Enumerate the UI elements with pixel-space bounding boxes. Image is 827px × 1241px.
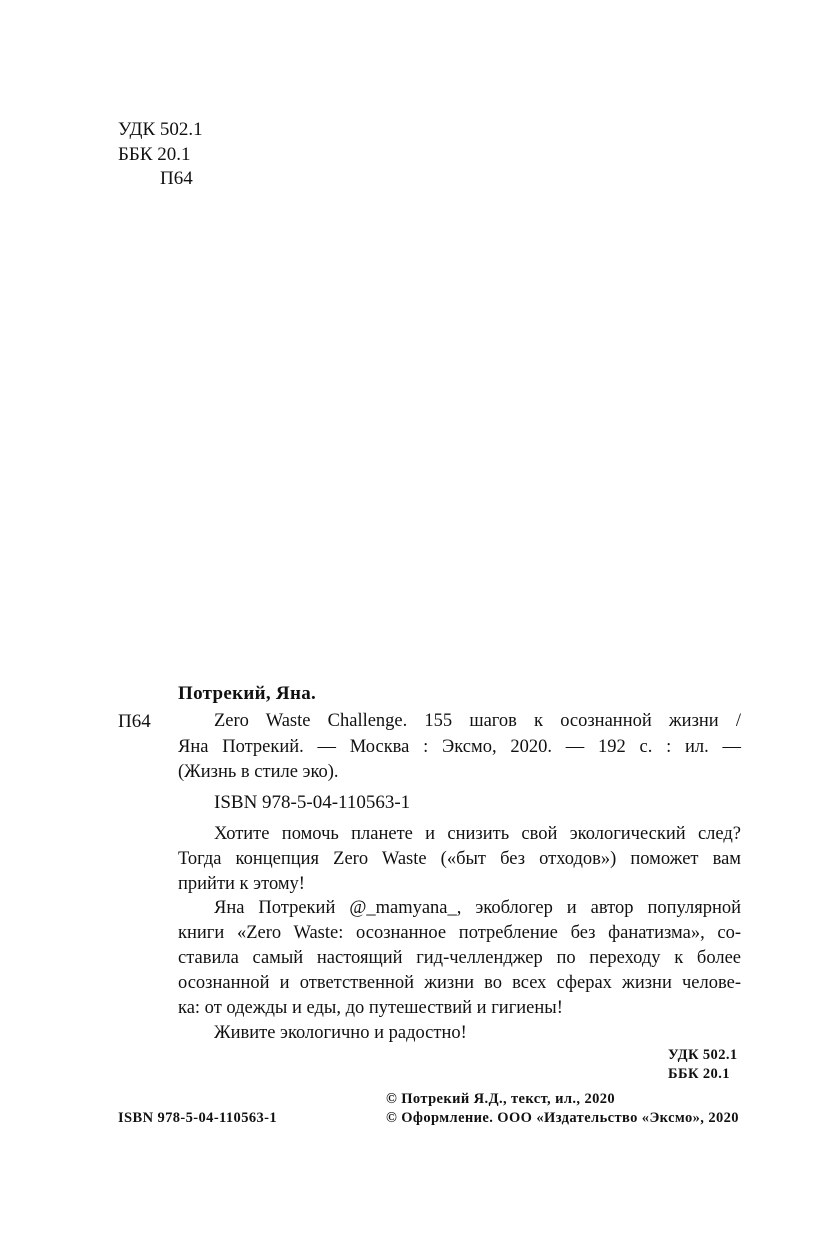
catalog-heading-author: Потрекий, Яна. (178, 683, 317, 704)
annotation-line: прийти к этому! (178, 874, 305, 894)
annotation-line: Живите экологично и радостно! (214, 1023, 467, 1043)
catalog-author-mark: П64 (118, 711, 151, 732)
bbk-code-top: ББК 20.1 (118, 144, 191, 165)
annotation-line: Яна Потрекий @_mamyana_, экоблогер и автор популярной (214, 898, 741, 918)
annotation-line: осознанной и ответственной жизни во всех сферах жизни челове- (178, 973, 741, 993)
bbk-code-bottom: ББК 20.1 (668, 1066, 730, 1082)
annotation-line: Тогда концепция Zero Waste («быт без отходов») поможет вам (178, 849, 741, 869)
footer-isbn: ISBN 978-5-04-110563-1 (118, 1110, 278, 1126)
annotation-line: ставила самый настоящий гид-челленджер по переходу к более (178, 948, 741, 968)
udk-code-top: УДК 502.1 (118, 119, 203, 140)
copyright-text: © Потрекий Я.Д., текст, ил., 2020 (386, 1091, 616, 1107)
annotation-line: ка: от одежды и еды, до путешествий и гигиены! (178, 998, 563, 1018)
bibliographic-line: Zero Waste Challenge. 155 шагов к осознанной жизни / (214, 711, 741, 731)
bibliographic-line: Яна Потрекий. — Москва : Эксмо, 2020. — 192 с. : ил. — (178, 737, 741, 757)
annotation-line: Хотите помочь планете и снизить свой экологический след? (214, 824, 741, 844)
udk-code-bottom: УДК 502.1 (668, 1047, 738, 1063)
annotation-line: книги «Zero Waste: осознанное потребление без фанатизма», со- (178, 923, 741, 943)
author-mark-top: П64 (160, 168, 193, 189)
copyright-design: © Оформление. ООО «Издательство «Эксмо», 2020 (386, 1110, 739, 1126)
bibliographic-line: (Жизнь в стиле эко). (178, 762, 339, 782)
catalog-isbn: ISBN 978-5-04-110563-1 (214, 792, 411, 813)
